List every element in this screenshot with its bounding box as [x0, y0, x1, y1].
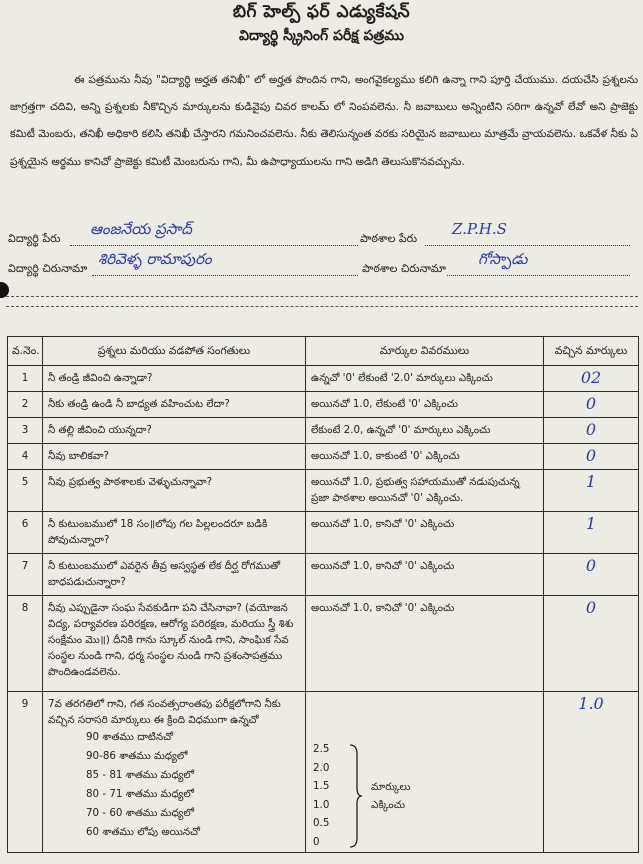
form-subtitle: విద్యార్థి స్క్రీనింగ్ పరీక్ష పత్రము: [239, 28, 404, 44]
table-row: [8, 554, 639, 596]
col-header-marks-obtained: వచ్చిన మార్కులు: [544, 337, 639, 366]
student-address-value: శిరివెళ్ళ రామాపురం: [98, 250, 212, 268]
row-answer[interactable]: 0: [544, 392, 639, 418]
row-number: 2: [8, 392, 43, 418]
school-address-value: గోస్పాడు: [478, 250, 528, 268]
row-answer[interactable]: 0: [544, 554, 639, 596]
row-marks-rule: అయినచో 1.0, ప్రభుత్వ సహాయముతో నడుపుచున్న ప్రజా పాఠశాల అయినచో '0' ఎక్కించు.: [306, 470, 544, 512]
row-question: నీకు తండ్రి ఉండి నీ బాధ్యత వహించుట లేదా?: [43, 392, 306, 418]
row-marks-rule: అయినచో 1.0, కానిచో '0' ఎక్కించు: [306, 554, 544, 596]
student-address-line[interactable]: [92, 275, 358, 276]
row9-bands: [48, 728, 300, 842]
student-name-line[interactable]: [70, 245, 358, 246]
table-row: [8, 596, 639, 692]
row-marks-rule: అయినచో 1.0, కానిచో '0' ఎక్కించు: [306, 596, 544, 692]
row-marks-rule: అయినచో 1.0, కానిచో '0' ఎక్కించు: [306, 512, 544, 554]
score-item: 0: [313, 835, 320, 848]
instructions-paragraph: ఈ పత్రమును నీవు "విద్యార్థి అర్హత తనిఖీ" లో అర్హత పొందిన గాని, అంగవైకల్యము కలిగి ఉన్నా గాని పూర్తి చేయుము. దయచేసి ప్రశ్నలను జాగ్రత్తగా చదివి, అన్ని ప్రశ్నలకు నీకొచ్చిన మార్కులను కుడివైపు చివర కాలమ్ లో నింపవలెను. నీ జవాబులు అన్నింటిని సరిగా ఉన్నవో లేవో అని ప్రాజెక్టు కమిటీ మెంబరు, తనిఖీ అధికారి కలిసి తనిఖీ చేస్తారని గమనించవలెను. నీకు తెలిసున్నంత వరకు సరియైన జవాబులు మాత్రమే వ్రాయవలెను. ఒకవేళ నీకు ఏ ప్రశ్నయైన అర్థము కానిచో ప్రాజెక్టు కమిటీ మెంబరును గాని, మీ ఉపాధ్యాయులను గాని అడిగి తెలుసుకొనవచ్చును.: [10, 74, 638, 168]
col-header-serial: వ.నెం.: [8, 337, 43, 366]
row-number: 9: [8, 692, 43, 853]
student-name-label: విద్యార్థి పేరు: [8, 232, 61, 245]
questions-table: [7, 336, 639, 853]
band-item: 90-86 శాతము మధ్యలో: [86, 750, 188, 762]
band-item: 85 - 81 శాతము మధ్యలో: [86, 769, 194, 781]
row-answer[interactable]: 1: [544, 512, 639, 554]
row-answer[interactable]: 1: [544, 470, 639, 512]
table-header-row: [8, 337, 639, 366]
row-question: నీ తల్లి జీవించి యున్నదా?: [43, 418, 306, 444]
table-row: [8, 366, 639, 392]
form-title: బిగ్ హెల్ప్ ఫర్ ఎడ్యుకేషన్: [232, 2, 411, 22]
row-marks-rule: లేకుంటే 2.0, ఉన్నచో '0' మార్కులు ఎక్కించు: [306, 418, 544, 444]
row-question: నీ కుటుంబములో ఎవరైన తీవ్ర అస్వస్థత లేక దీర్ఘ రోగముతో బాధపడుచున్నారా?: [43, 554, 306, 596]
student-address-label: విద్యార్థి చిరునామా: [8, 262, 88, 275]
band-item: 80 - 71 శాతము మధ్యలో: [86, 788, 194, 800]
table-row: [8, 418, 639, 444]
row-question: [43, 692, 306, 853]
row-marks-rule: ఉన్నచో '0' లేకుంటే '2.0' మార్కులు ఎక్కించు: [306, 366, 544, 392]
school-name-value: Z.P.H.S: [452, 220, 507, 238]
row-number: 6: [8, 512, 43, 554]
row-question: నీవు బాలికవా?: [43, 444, 306, 470]
row9-marks-note: మార్కులు ఎక్కించు: [371, 781, 411, 811]
row-question: నీవు ఎప్పుడైనా సంఘ సేవకుడిగా పని చేసినావా? (వయోజన విద్య, పర్యావరణ పరిరక్షణ, ఆరోగ్య పరిరక్షణ, మరియు స్త్రీ శిశు సంక్షేమం మొ॥) దీనికి గాను స్కూల్ నుండి గాని, సాంఘిక సేవ సంస్థల నుండి గాని, ధర్మ సంస్థల నుండి గాని ప్రశంసాపత్రము పొందిఉండవలెను.: [43, 596, 306, 692]
score-item: 1.0: [313, 798, 330, 811]
table-row: [8, 470, 639, 512]
divider-line-2: [6, 306, 638, 307]
table-row: [8, 512, 639, 554]
row-answer[interactable]: 1.0: [544, 692, 639, 853]
band-item: 60 శాతము లోపు అయినచో: [86, 826, 200, 838]
table-row: [8, 392, 639, 418]
school-name-label: పాఠశాల పేరు: [360, 232, 418, 245]
right-brace-icon: [349, 744, 363, 848]
row-answer[interactable]: 0: [544, 444, 639, 470]
band-item: 70 - 60 శాతము మధ్యలో: [86, 807, 194, 819]
row9-question-text: 7వ తరగతిలో గాని, గత సంవత్సరాంతపు పరీక్షలోగాని నీకు వచ్చిన సరాసరి మార్కులు ఈ క్రింది విధముగా ఉన్నచో: [48, 698, 281, 726]
divider-line: [6, 296, 638, 297]
school-address-line[interactable]: [447, 275, 630, 276]
school-name-line[interactable]: [425, 245, 630, 246]
score-values: [313, 740, 329, 851]
row-answer[interactable]: 02: [544, 366, 639, 392]
row-number: 5: [8, 470, 43, 512]
col-header-question: ప్రశ్నలు మరియు వడపోత సంగతులు: [43, 337, 306, 366]
school-address-label: పాఠశాల చిరునామా: [362, 262, 446, 275]
row-marks-rule: అయినచో 1.0, లేకుంటే '0' ఎక్కించు: [306, 392, 544, 418]
row-number: 3: [8, 418, 43, 444]
score-item: 2.5: [313, 743, 330, 755]
row-marks-rule: [306, 692, 544, 853]
score-item: 2.0: [313, 761, 330, 774]
row-number: 7: [8, 554, 43, 596]
row-question: నీవు ప్రభుత్వ పాఠశాలకు వెళ్ళుచున్నావా?: [43, 470, 306, 512]
band-item: 90 శాతము దాటినచో: [86, 731, 173, 743]
score-item: 0.5: [313, 817, 330, 829]
row-number: 1: [8, 366, 43, 392]
row-number: 8: [8, 596, 43, 692]
table-row: [8, 692, 639, 853]
row-answer[interactable]: 0: [544, 596, 639, 692]
col-header-marks-details: మార్కుల వివరములు: [306, 337, 544, 366]
row-number: 4: [8, 444, 43, 470]
row-question: నీ తండ్రి జీవించి ఉన్నాడా?: [43, 366, 306, 392]
score-item: 1.5: [313, 780, 330, 792]
table-row: [8, 444, 639, 470]
row-answer[interactable]: 0: [544, 418, 639, 444]
row-marks-rule: అయినచో 1.0, కాకుంటే '0' ఎక్కించు: [306, 444, 544, 470]
row-question: నీ కుటుంబములో 18 సం॥లోపు గల పిల్లలందరూ బడికి పోవుచున్నారా?: [43, 512, 306, 554]
row9-score-scale: [311, 696, 538, 848]
student-name-value: ఆంజనేయ ప్రసాద్: [90, 220, 192, 238]
